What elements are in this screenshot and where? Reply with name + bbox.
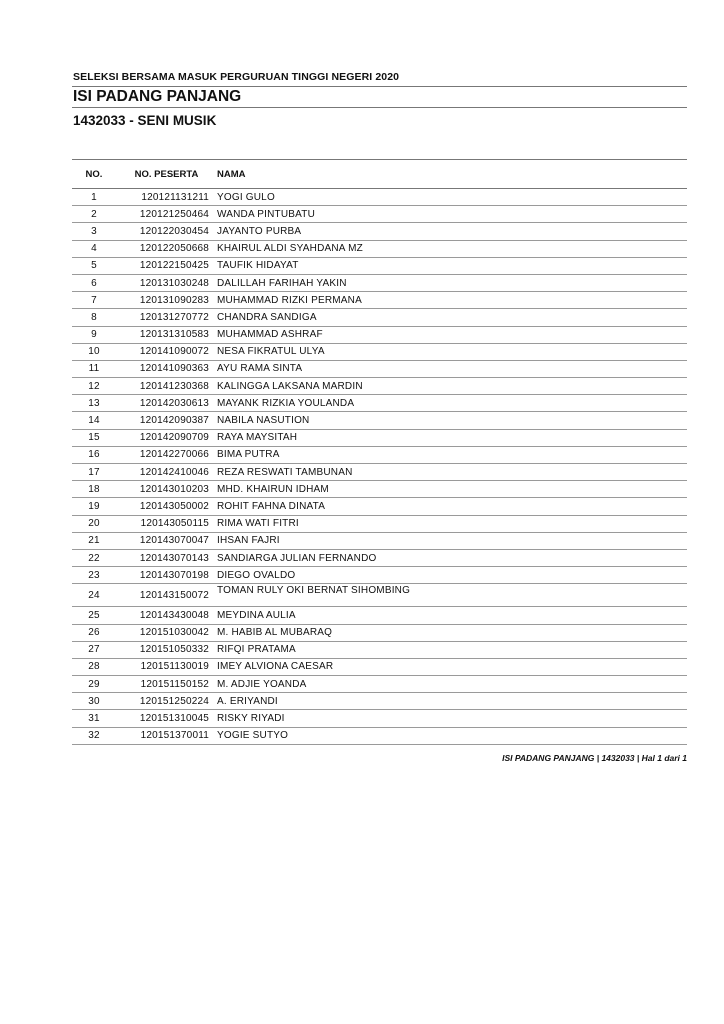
row-number: 22 <box>72 549 116 566</box>
row-number: 10 <box>72 343 116 360</box>
row-number: 2 <box>72 206 116 223</box>
participant-name: DALILLAH FARIHAH YAKIN <box>217 274 687 291</box>
table-row <box>72 658 687 675</box>
participant-table <box>72 159 687 745</box>
row-number: 11 <box>72 360 116 377</box>
row-number: 27 <box>72 641 116 658</box>
table-row <box>72 240 687 257</box>
participant-name: BIMA PUTRA <box>217 446 687 463</box>
row-number: 32 <box>72 727 116 744</box>
row-number: 6 <box>72 274 116 291</box>
selection-title: SELEKSI BERSAMA MASUK PERGURUAN TINGGI NEGERI 2020 <box>73 71 400 83</box>
participant-name: IMEY ALVIONA CAESAR <box>217 658 687 675</box>
table-row <box>72 641 687 658</box>
participant-number: 120151310045 <box>116 710 217 727</box>
table-row <box>72 326 687 343</box>
row-number: 12 <box>72 378 116 395</box>
participant-number: 120143070143 <box>116 549 217 566</box>
participant-number: 120142410046 <box>116 464 217 481</box>
participant-number: 120142090709 <box>116 429 217 446</box>
table-row <box>72 549 687 566</box>
row-number: 1 <box>72 189 116 206</box>
table-row <box>72 676 687 693</box>
participant-name: MEYDINA AULIA <box>217 607 687 624</box>
table-header-row <box>72 160 687 189</box>
institution-title: ISI PADANG PANJANG <box>73 88 242 105</box>
header-divider-top <box>72 86 687 87</box>
participant-number: 120143070047 <box>116 532 217 549</box>
row-number: 20 <box>72 515 116 532</box>
participant-name: DIEGO OVALDO <box>217 567 687 584</box>
row-number: 19 <box>72 498 116 515</box>
participant-name: TAUFIK HIDAYAT <box>217 257 687 274</box>
row-number: 21 <box>72 532 116 549</box>
row-number: 29 <box>72 676 116 693</box>
row-number: 23 <box>72 567 116 584</box>
table-row <box>72 360 687 377</box>
row-number: 5 <box>72 257 116 274</box>
participant-number: 120151150152 <box>116 676 217 693</box>
participant-number: 120142090387 <box>116 412 217 429</box>
table-row <box>72 412 687 429</box>
row-number: 24 <box>72 584 116 607</box>
participant-name: MUHAMMAD RIZKI PERMANA <box>217 292 687 309</box>
table-row <box>72 481 687 498</box>
participant-number: 120143010203 <box>116 481 217 498</box>
participant-number: 120143150072 <box>116 584 217 607</box>
participant-name: M. HABIB AL MUBARAQ <box>217 624 687 641</box>
participant-name: YOGI GULO <box>217 189 687 206</box>
participant-number: 120143050002 <box>116 498 217 515</box>
participant-name: ROHIT FAHNA DINATA <box>217 498 687 515</box>
row-number: 16 <box>72 446 116 463</box>
column-header-nama: NAMA <box>217 160 687 189</box>
participant-number: 120131090283 <box>116 292 217 309</box>
row-number: 4 <box>72 240 116 257</box>
row-number: 8 <box>72 309 116 326</box>
row-number: 15 <box>72 429 116 446</box>
participant-number: 120141090072 <box>116 343 217 360</box>
participant-name: IHSAN FAJRI <box>217 532 687 549</box>
column-header-no: NO. <box>72 160 116 189</box>
table-row <box>72 498 687 515</box>
table-row <box>72 274 687 291</box>
column-header-peserta: NO. PESERTA <box>116 160 217 189</box>
participant-number: 120122150425 <box>116 257 217 274</box>
table-row <box>72 515 687 532</box>
table-row <box>72 532 687 549</box>
participant-name: REZA RESWATI TAMBUNAN <box>217 464 687 481</box>
participant-number: 120151130019 <box>116 658 217 675</box>
participant-name: RAYA MAYSITAH <box>217 429 687 446</box>
table-row <box>72 607 687 624</box>
table-row <box>72 292 687 309</box>
table-row <box>72 624 687 641</box>
participant-name: MAYANK RIZKIA YOULANDA <box>217 395 687 412</box>
row-number: 30 <box>72 693 116 710</box>
table-body <box>72 189 687 745</box>
participant-name: TOMAN RULY OKI BERNAT SIHOMBING <box>217 584 687 607</box>
participant-number: 120151250224 <box>116 693 217 710</box>
table-row <box>72 309 687 326</box>
participant-number: 120151370011 <box>116 727 217 744</box>
table-row <box>72 257 687 274</box>
table-row <box>72 567 687 584</box>
participant-name: RISKY RIYADI <box>217 710 687 727</box>
participant-number: 120122050668 <box>116 240 217 257</box>
row-number: 7 <box>72 292 116 309</box>
participant-name: JAYANTO PURBA <box>217 223 687 240</box>
participant-name: RIFQI PRATAMA <box>217 641 687 658</box>
row-number: 14 <box>72 412 116 429</box>
participant-name: KALINGGA LAKSANA MARDIN <box>217 378 687 395</box>
participant-name: RIMA WATI FITRI <box>217 515 687 532</box>
page-footer: ISI PADANG PANJANG | 1432033 | Hal 1 dari 1 <box>502 753 687 763</box>
participant-number: 120143430048 <box>116 607 217 624</box>
header-divider-middle <box>72 107 687 108</box>
participant-number: 120141090363 <box>116 360 217 377</box>
row-number: 18 <box>72 481 116 498</box>
participant-number: 120151030042 <box>116 624 217 641</box>
table-row <box>72 378 687 395</box>
participant-name: MUHAMMAD ASHRAF <box>217 326 687 343</box>
participant-number: 120143050115 <box>116 515 217 532</box>
participant-name: KHAIRUL ALDI SYAHDANA MZ <box>217 240 687 257</box>
participant-name: M. ADJIE YOANDA <box>217 676 687 693</box>
table-row <box>72 693 687 710</box>
table-row <box>72 395 687 412</box>
row-number: 17 <box>72 464 116 481</box>
row-number: 31 <box>72 710 116 727</box>
participant-number: 120143070198 <box>116 567 217 584</box>
table-row <box>72 584 687 607</box>
participant-number: 120131030248 <box>116 274 217 291</box>
row-number: 28 <box>72 658 116 675</box>
participant-name: CHANDRA SANDIGA <box>217 309 687 326</box>
table-row <box>72 710 687 727</box>
program-title: 1432033 - SENI MUSIK <box>73 113 217 128</box>
participant-number: 120122030454 <box>116 223 217 240</box>
participant-number: 120151050332 <box>116 641 217 658</box>
participant-number: 120142030613 <box>116 395 217 412</box>
row-number: 25 <box>72 607 116 624</box>
participant-number: 120121250464 <box>116 206 217 223</box>
participant-name: YOGIE SUTYO <box>217 727 687 744</box>
table-row <box>72 429 687 446</box>
table-row <box>72 446 687 463</box>
participant-name: NESA FIKRATUL ULYA <box>217 343 687 360</box>
participant-number: 120121131211 <box>116 189 217 206</box>
table-row <box>72 343 687 360</box>
row-number: 13 <box>72 395 116 412</box>
table-row <box>72 223 687 240</box>
participant-number: 120131310583 <box>116 326 217 343</box>
participant-number: 120141230368 <box>116 378 217 395</box>
table-row <box>72 727 687 744</box>
table-row <box>72 464 687 481</box>
participant-name: MHD. KHAIRUN IDHAM <box>217 481 687 498</box>
table-row <box>72 206 687 223</box>
participant-name: NABILA NASUTION <box>217 412 687 429</box>
participant-name: WANDA PINTUBATU <box>217 206 687 223</box>
table-row <box>72 189 687 206</box>
participant-name: AYU RAMA SINTA <box>217 360 687 377</box>
participant-name: SANDIARGA JULIAN FERNANDO <box>217 549 687 566</box>
participant-name: A. ERIYANDI <box>217 693 687 710</box>
row-number: 3 <box>72 223 116 240</box>
row-number: 26 <box>72 624 116 641</box>
participant-number: 120131270772 <box>116 309 217 326</box>
row-number: 9 <box>72 326 116 343</box>
participant-number: 120142270066 <box>116 446 217 463</box>
